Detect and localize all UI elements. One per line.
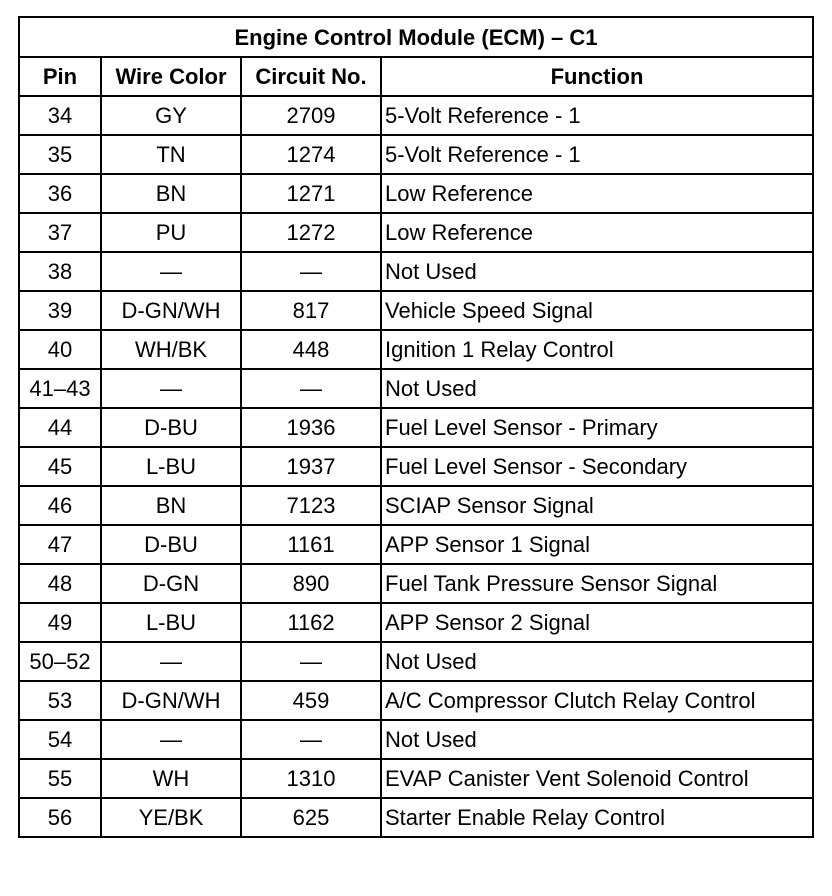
table-row	[19, 291, 813, 330]
cell-circuit-no: —	[241, 720, 381, 759]
cell-wire-color: D-GN/WH	[101, 291, 241, 330]
header-wire-color: Wire Color	[101, 57, 241, 96]
cell-function: APP Sensor 2 Signal	[381, 603, 813, 642]
cell-function: 5-Volt Reference - 1	[381, 135, 813, 174]
cell-circuit-no: 625	[241, 798, 381, 837]
cell-wire-color: D-BU	[101, 408, 241, 447]
cell-circuit-no: 1161	[241, 525, 381, 564]
header-function: Function	[381, 57, 813, 96]
cell-pin: 37	[19, 213, 101, 252]
cell-pin: 50–52	[19, 642, 101, 681]
cell-circuit-no: —	[241, 642, 381, 681]
cell-circuit-no: 1937	[241, 447, 381, 486]
cell-pin: 44	[19, 408, 101, 447]
cell-function: EVAP Canister Vent Solenoid Control	[381, 759, 813, 798]
cell-pin: 48	[19, 564, 101, 603]
table-row	[19, 213, 813, 252]
cell-wire-color: TN	[101, 135, 241, 174]
cell-function: Starter Enable Relay Control	[381, 798, 813, 837]
cell-circuit-no: 1272	[241, 213, 381, 252]
cell-function: Not Used	[381, 369, 813, 408]
cell-function: Vehicle Speed Signal	[381, 291, 813, 330]
cell-pin: 55	[19, 759, 101, 798]
cell-wire-color: L-BU	[101, 603, 241, 642]
cell-wire-color: —	[101, 369, 241, 408]
cell-pin: 41–43	[19, 369, 101, 408]
cell-function: Not Used	[381, 642, 813, 681]
cell-wire-color: —	[101, 252, 241, 291]
cell-wire-color: —	[101, 642, 241, 681]
cell-wire-color: BN	[101, 486, 241, 525]
cell-wire-color: WH	[101, 759, 241, 798]
cell-function: Not Used	[381, 720, 813, 759]
table-row	[19, 252, 813, 291]
table-row	[19, 525, 813, 564]
cell-wire-color: WH/BK	[101, 330, 241, 369]
table-title: Engine Control Module (ECM) – C1	[19, 17, 813, 57]
cell-circuit-no: 1271	[241, 174, 381, 213]
cell-pin: 35	[19, 135, 101, 174]
cell-circuit-no: 1162	[241, 603, 381, 642]
cell-pin: 40	[19, 330, 101, 369]
cell-function: Not Used	[381, 252, 813, 291]
cell-pin: 46	[19, 486, 101, 525]
cell-wire-color: GY	[101, 96, 241, 135]
cell-wire-color: D-BU	[101, 525, 241, 564]
cell-circuit-no: 1936	[241, 408, 381, 447]
cell-pin: 54	[19, 720, 101, 759]
cell-circuit-no: 1310	[241, 759, 381, 798]
cell-wire-color: PU	[101, 213, 241, 252]
header-pin: Pin	[19, 57, 101, 96]
table-row	[19, 408, 813, 447]
cell-function: 5-Volt Reference - 1	[381, 96, 813, 135]
table-row	[19, 759, 813, 798]
cell-function: Fuel Level Sensor - Primary	[381, 408, 813, 447]
cell-function: Low Reference	[381, 213, 813, 252]
table-row	[19, 642, 813, 681]
cell-circuit-no: 817	[241, 291, 381, 330]
cell-function: Low Reference	[381, 174, 813, 213]
cell-circuit-no: 7123	[241, 486, 381, 525]
cell-wire-color: YE/BK	[101, 798, 241, 837]
cell-pin: 49	[19, 603, 101, 642]
cell-pin: 47	[19, 525, 101, 564]
table-row	[19, 135, 813, 174]
cell-circuit-no: 459	[241, 681, 381, 720]
cell-wire-color: —	[101, 720, 241, 759]
cell-wire-color: BN	[101, 174, 241, 213]
table-row	[19, 486, 813, 525]
table-row	[19, 798, 813, 837]
cell-circuit-no: —	[241, 369, 381, 408]
cell-pin: 34	[19, 96, 101, 135]
table-row	[19, 174, 813, 213]
cell-wire-color: L-BU	[101, 447, 241, 486]
table-row	[19, 447, 813, 486]
cell-pin: 39	[19, 291, 101, 330]
cell-wire-color: D-GN	[101, 564, 241, 603]
table-row	[19, 681, 813, 720]
cell-pin: 45	[19, 447, 101, 486]
cell-pin: 53	[19, 681, 101, 720]
table-row	[19, 603, 813, 642]
table-title-row	[19, 17, 813, 57]
cell-function: Fuel Tank Pressure Sensor Signal	[381, 564, 813, 603]
table-row	[19, 720, 813, 759]
table-row	[19, 330, 813, 369]
table-row	[19, 96, 813, 135]
cell-wire-color: D-GN/WH	[101, 681, 241, 720]
table-header-row	[19, 57, 813, 96]
cell-circuit-no: 1274	[241, 135, 381, 174]
cell-function: SCIAP Sensor Signal	[381, 486, 813, 525]
cell-function: Fuel Level Sensor - Secondary	[381, 447, 813, 486]
cell-pin: 38	[19, 252, 101, 291]
cell-circuit-no: 890	[241, 564, 381, 603]
ecm-connector-table	[18, 16, 814, 838]
cell-pin: 56	[19, 798, 101, 837]
table-row	[19, 564, 813, 603]
cell-circuit-no: 2709	[241, 96, 381, 135]
cell-function: APP Sensor 1 Signal	[381, 525, 813, 564]
cell-circuit-no: —	[241, 252, 381, 291]
cell-circuit-no: 448	[241, 330, 381, 369]
cell-function: A/C Compressor Clutch Relay Control	[381, 681, 813, 720]
cell-pin: 36	[19, 174, 101, 213]
cell-function: Ignition 1 Relay Control	[381, 330, 813, 369]
table-row	[19, 369, 813, 408]
header-circuit-no: Circuit No.	[241, 57, 381, 96]
